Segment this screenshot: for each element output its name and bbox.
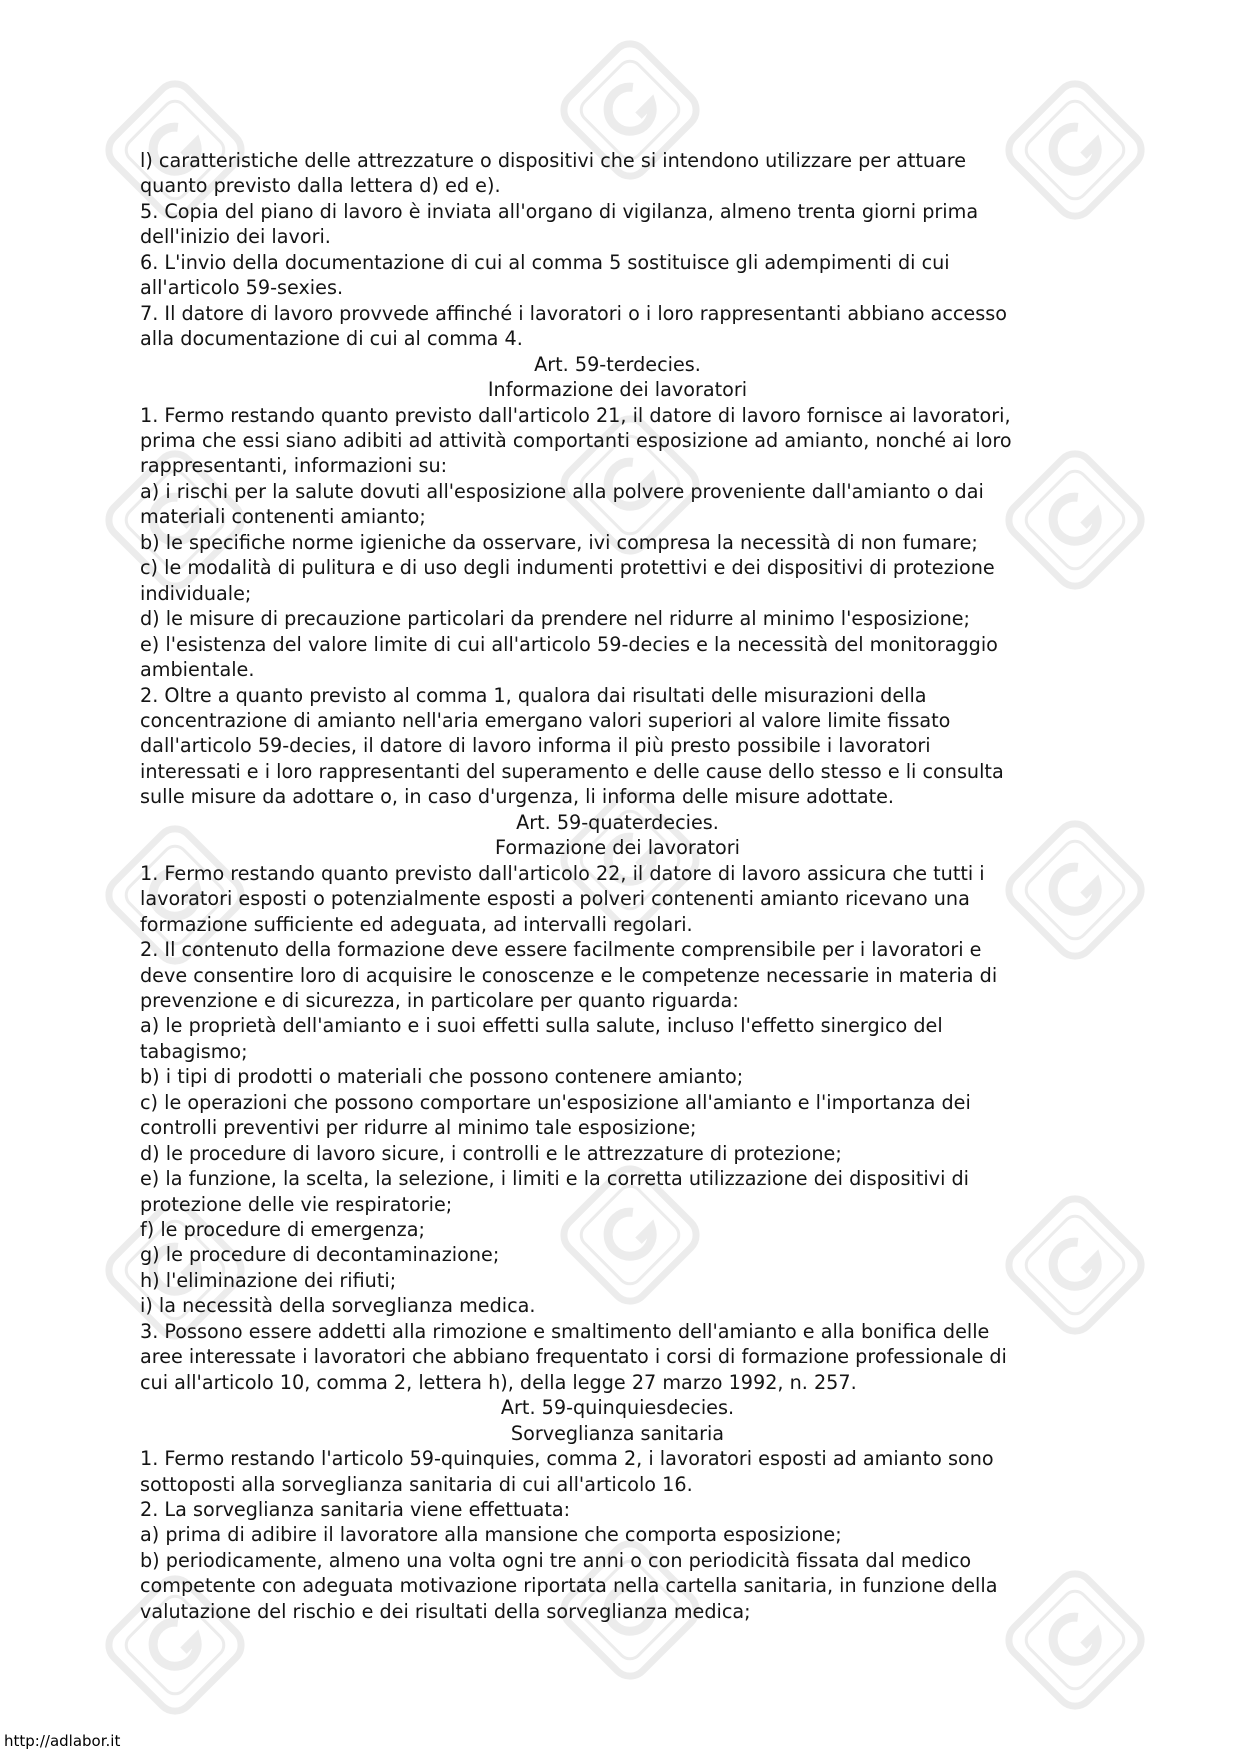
section-heading: Art. 59-terdecies.: [534, 352, 701, 376]
text-line: b) i tipi di prodotti o materiali che possono contenere amianto;: [140, 1065, 744, 1089]
text-line: tabagismo;: [140, 1039, 248, 1063]
text-line: concentrazione di amianto nell'aria emergano valori superiori al valore limite fissato: [140, 708, 951, 732]
text-line: all'articolo 59-sexies.: [140, 276, 344, 300]
text-line: 1. Fermo restando quanto previsto dall'articolo 22, il datore di lavoro assicura che tutti i: [140, 861, 985, 885]
text-line: e) l'esistenza del valore limite di cui all'articolo 59-decies e la necessità del monitoraggio: [140, 632, 998, 656]
text-line: 2. La sorveglianza sanitaria viene effettuata:: [140, 1498, 571, 1522]
text-line: controlli preventivi per ridurre al minimo tale esposizione;: [140, 1116, 697, 1140]
text-line: a) prima di adibire il lavoratore alla mansione che comporta esposizione;: [140, 1523, 842, 1547]
text-line: materiali contenenti amianto;: [140, 505, 426, 529]
text-line: individuale;: [140, 581, 252, 605]
text-line: d) le procedure di lavoro sicure, i controlli e le attrezzature di protezione;: [140, 1141, 842, 1165]
text-line: valutazione del rischio e dei risultati della sorveglianza medica;: [140, 1599, 751, 1623]
text-line: sulle misure da adottare o, in caso d'urgenza, li informa delle misure adottate.: [140, 785, 895, 809]
text-line: f) le procedure di emergenza;: [140, 1218, 425, 1242]
text-line: ambientale.: [140, 658, 255, 682]
text-line: competente con adeguata motivazione riportata nella cartella sanitaria, in funzione della: [140, 1574, 998, 1598]
document-body: [140, 148, 1095, 1624]
text-line: rappresentanti, informazioni su:: [140, 454, 448, 478]
text-line: a) i rischi per la salute dovuti all'esposizione alla polvere proveniente dall'amianto o dai: [140, 479, 984, 503]
text-line: alla documentazione di cui al comma 4.: [140, 327, 523, 351]
text-line: aree interessate i lavoratori che abbiano frequentato i corsi di formazione professionale di: [140, 1345, 1007, 1369]
text-line: protezione delle vie respiratorie;: [140, 1192, 453, 1216]
text-line: 5. Copia del piano di lavoro è inviata all'organo di vigilanza, almeno trenta giorni prima: [140, 199, 979, 223]
text-line: 1. Fermo restando l'articolo 59-quinquies, comma 2, i lavoratori esposti ad amianto sono: [140, 1447, 994, 1471]
text-line: c) le modalità di pulitura e di uso degli indumenti protettivi e dei dispositivi di protezione: [140, 556, 995, 580]
section-heading: Formazione dei lavoratori: [494, 836, 741, 860]
text-line: a) le proprietà dell'amianto e i suoi effetti sulla salute, incluso l'effetto sinergico del: [140, 1014, 943, 1038]
text-line: prevenzione e di sicurezza, in particolare per quanto riguarda:: [140, 988, 739, 1012]
text-line: b) le specifiche norme igieniche da osservare, ivi compresa la necessità di non fumare;: [140, 530, 978, 554]
footer-url: http://adlabor.it: [4, 1732, 121, 1750]
text-line: b) periodicamente, almeno una volta ogni tre anni o con periodicità fissata dal medico: [140, 1548, 972, 1572]
text-line: e) la funzione, la scelta, la selezione, i limiti e la corretta utilizzazione dei dispositivi di: [140, 1167, 970, 1191]
text-line: dell'inizio dei lavori.: [140, 225, 331, 249]
text-line: 3. Possono essere addetti alla rimozione e smaltimento dell'amianto e alla bonifica delle: [140, 1319, 990, 1343]
text-line: sottoposti alla sorveglianza sanitaria di cui all'articolo 16.: [140, 1472, 693, 1496]
text-line: interessati e i loro rappresentanti del superamento e delle cause dello stesso e li consulta: [140, 759, 1004, 783]
text-line: d) le misure di precauzione particolari da prendere nel ridurre al minimo l'esposizione;: [140, 607, 970, 631]
text-line: c) le operazioni che possono comportare un'esposizione all'amianto e l'importanza dei: [140, 1090, 971, 1114]
text-line: 7. Il datore di lavoro provvede affinché i lavoratori o i loro rappresentanti abbiano accesso: [140, 301, 1007, 325]
section-heading: Art. 59-quinquiesdecies.: [500, 1396, 735, 1420]
section-heading: Informazione dei lavoratori: [487, 378, 748, 402]
text-line: deve consentire loro di acquisire le conoscenze e le competenze necessarie in materia di: [140, 963, 998, 987]
text-line: 2. Il contenuto della formazione deve essere facilmente comprensibile per i lavoratori e: [140, 938, 982, 962]
text-line: g) le procedure di decontaminazione;: [140, 1243, 500, 1267]
text-line: formazione sufficiente ed adeguata, ad intervalli regolari.: [140, 912, 693, 936]
text-line: l) caratteristiche delle attrezzature o dispositivi che si intendono utilizzare per attuare: [140, 149, 967, 172]
text-line: h) l'eliminazione dei rifiuti;: [140, 1268, 397, 1292]
text-line: lavoratori esposti o potenzialmente esposti a polveri contenenti amianto ricevano una: [140, 887, 970, 911]
text-line: i) la necessità della sorveglianza medica.: [140, 1294, 536, 1318]
text-line: prima che essi siano adibiti ad attività comportanti esposizione ad amianto, nonché ai loro: [140, 428, 1012, 452]
section-heading: Art. 59-quaterdecies.: [516, 810, 719, 834]
text-line: quanto previsto dalla lettera d) ed e).: [140, 174, 501, 198]
text-line: 2. Oltre a quanto previsto al comma 1, qualora dai risultati delle misurazioni della: [140, 683, 927, 707]
text-line: cui all'articolo 10, comma 2, lettera h), della legge 27 marzo 1992, n. 257.: [140, 1370, 857, 1394]
text-line: 6. L'invio della documentazione di cui al comma 5 sostituisce gli adempimenti di cui: [140, 250, 950, 274]
text-line: 1. Fermo restando quanto previsto dall'articolo 21, il datore di lavoro fornisce ai lavoratori,: [140, 403, 1011, 427]
text-line: dall'articolo 59-decies, il datore di lavoro informa il più presto possibile i lavoratori: [140, 734, 931, 758]
section-heading: Sorveglianza sanitaria: [510, 1421, 725, 1445]
